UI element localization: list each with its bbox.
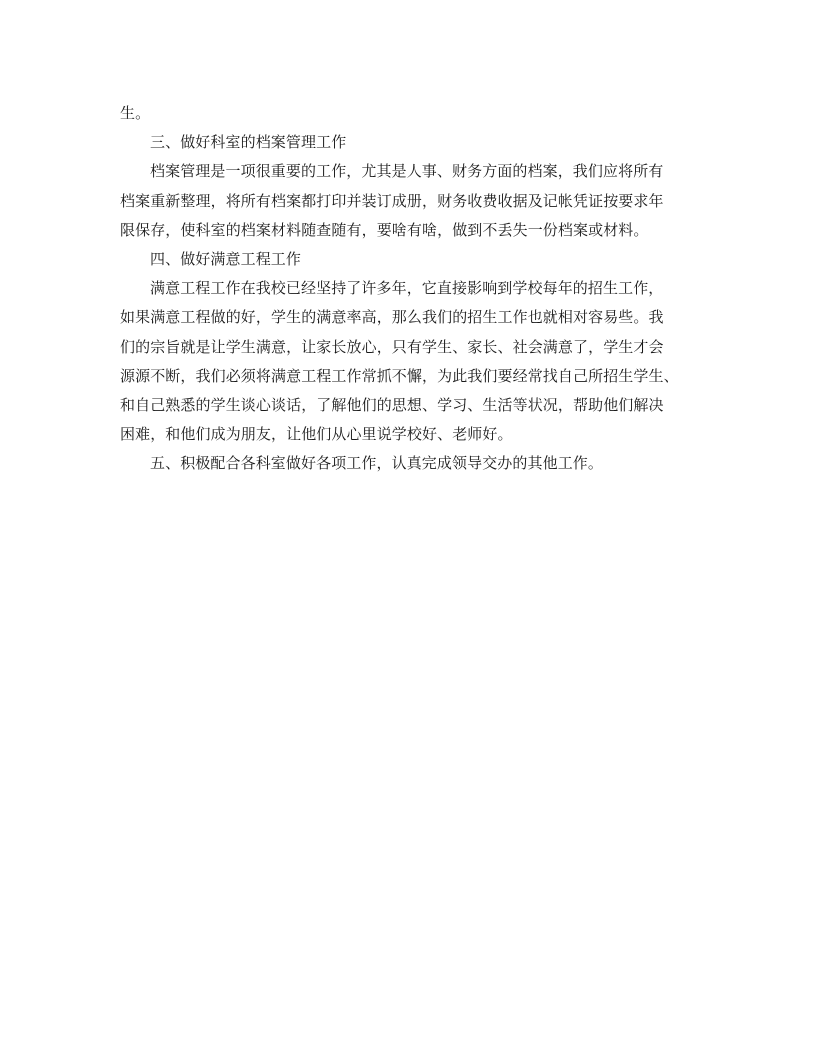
paragraph-satisfaction-line-1: 满意工程工作在我校已经坚持了许多年，它直接影响到学校每年的招生工作，: [150, 279, 664, 298]
paragraph-satisfaction-line-5: 和自己熟悉的学生谈心谈话，了解他们的思想、学习、生活等状况，帮助他们解决: [120, 395, 664, 414]
paragraph-continuation: 生。: [120, 104, 151, 122]
paragraph-satisfaction-line-2: 如果满意工程做的好，学生的满意率高，那么我们的招生工作也就相对容易些。我: [120, 308, 664, 327]
section-heading-5: 五、积极配合各科室做好各项工作，认真完成领导交办的其他工作。: [150, 454, 604, 473]
section-heading-4: 四、做好满意工程工作: [150, 249, 302, 268]
paragraph-satisfaction-line-4: 源源不断，我们必须将满意工程工作常抓不懈，为此我们要经常找自己所招生学生、: [120, 366, 679, 385]
paragraph-satisfaction-line-3: 们的宗旨就是让学生满意，让家长放心，只有学生、家长、社会满意了，学生才会: [120, 337, 664, 356]
document-body: [120, 99, 700, 478]
paragraph-archives-line-1: 档案管理是一项很重要的工作，尤其是人事、财务方面的档案，我们应将所有: [150, 162, 664, 181]
paragraph-satisfaction-line-6: 困难，和他们成为朋友，让他们从心里说学校好、老师好。: [120, 425, 513, 444]
paragraph-archives-line-2: 档案重新整理，将所有档案都打印并装订成册，财务收费收据及记帐凭证按要求年: [120, 191, 664, 210]
paragraph-archives-line-3: 限保存，使科室的档案材料随查随有，要啥有啥，做到不丢失一份档案或材料。: [120, 220, 649, 239]
section-heading-3: 三、做好科室的档案管理工作: [150, 133, 347, 152]
